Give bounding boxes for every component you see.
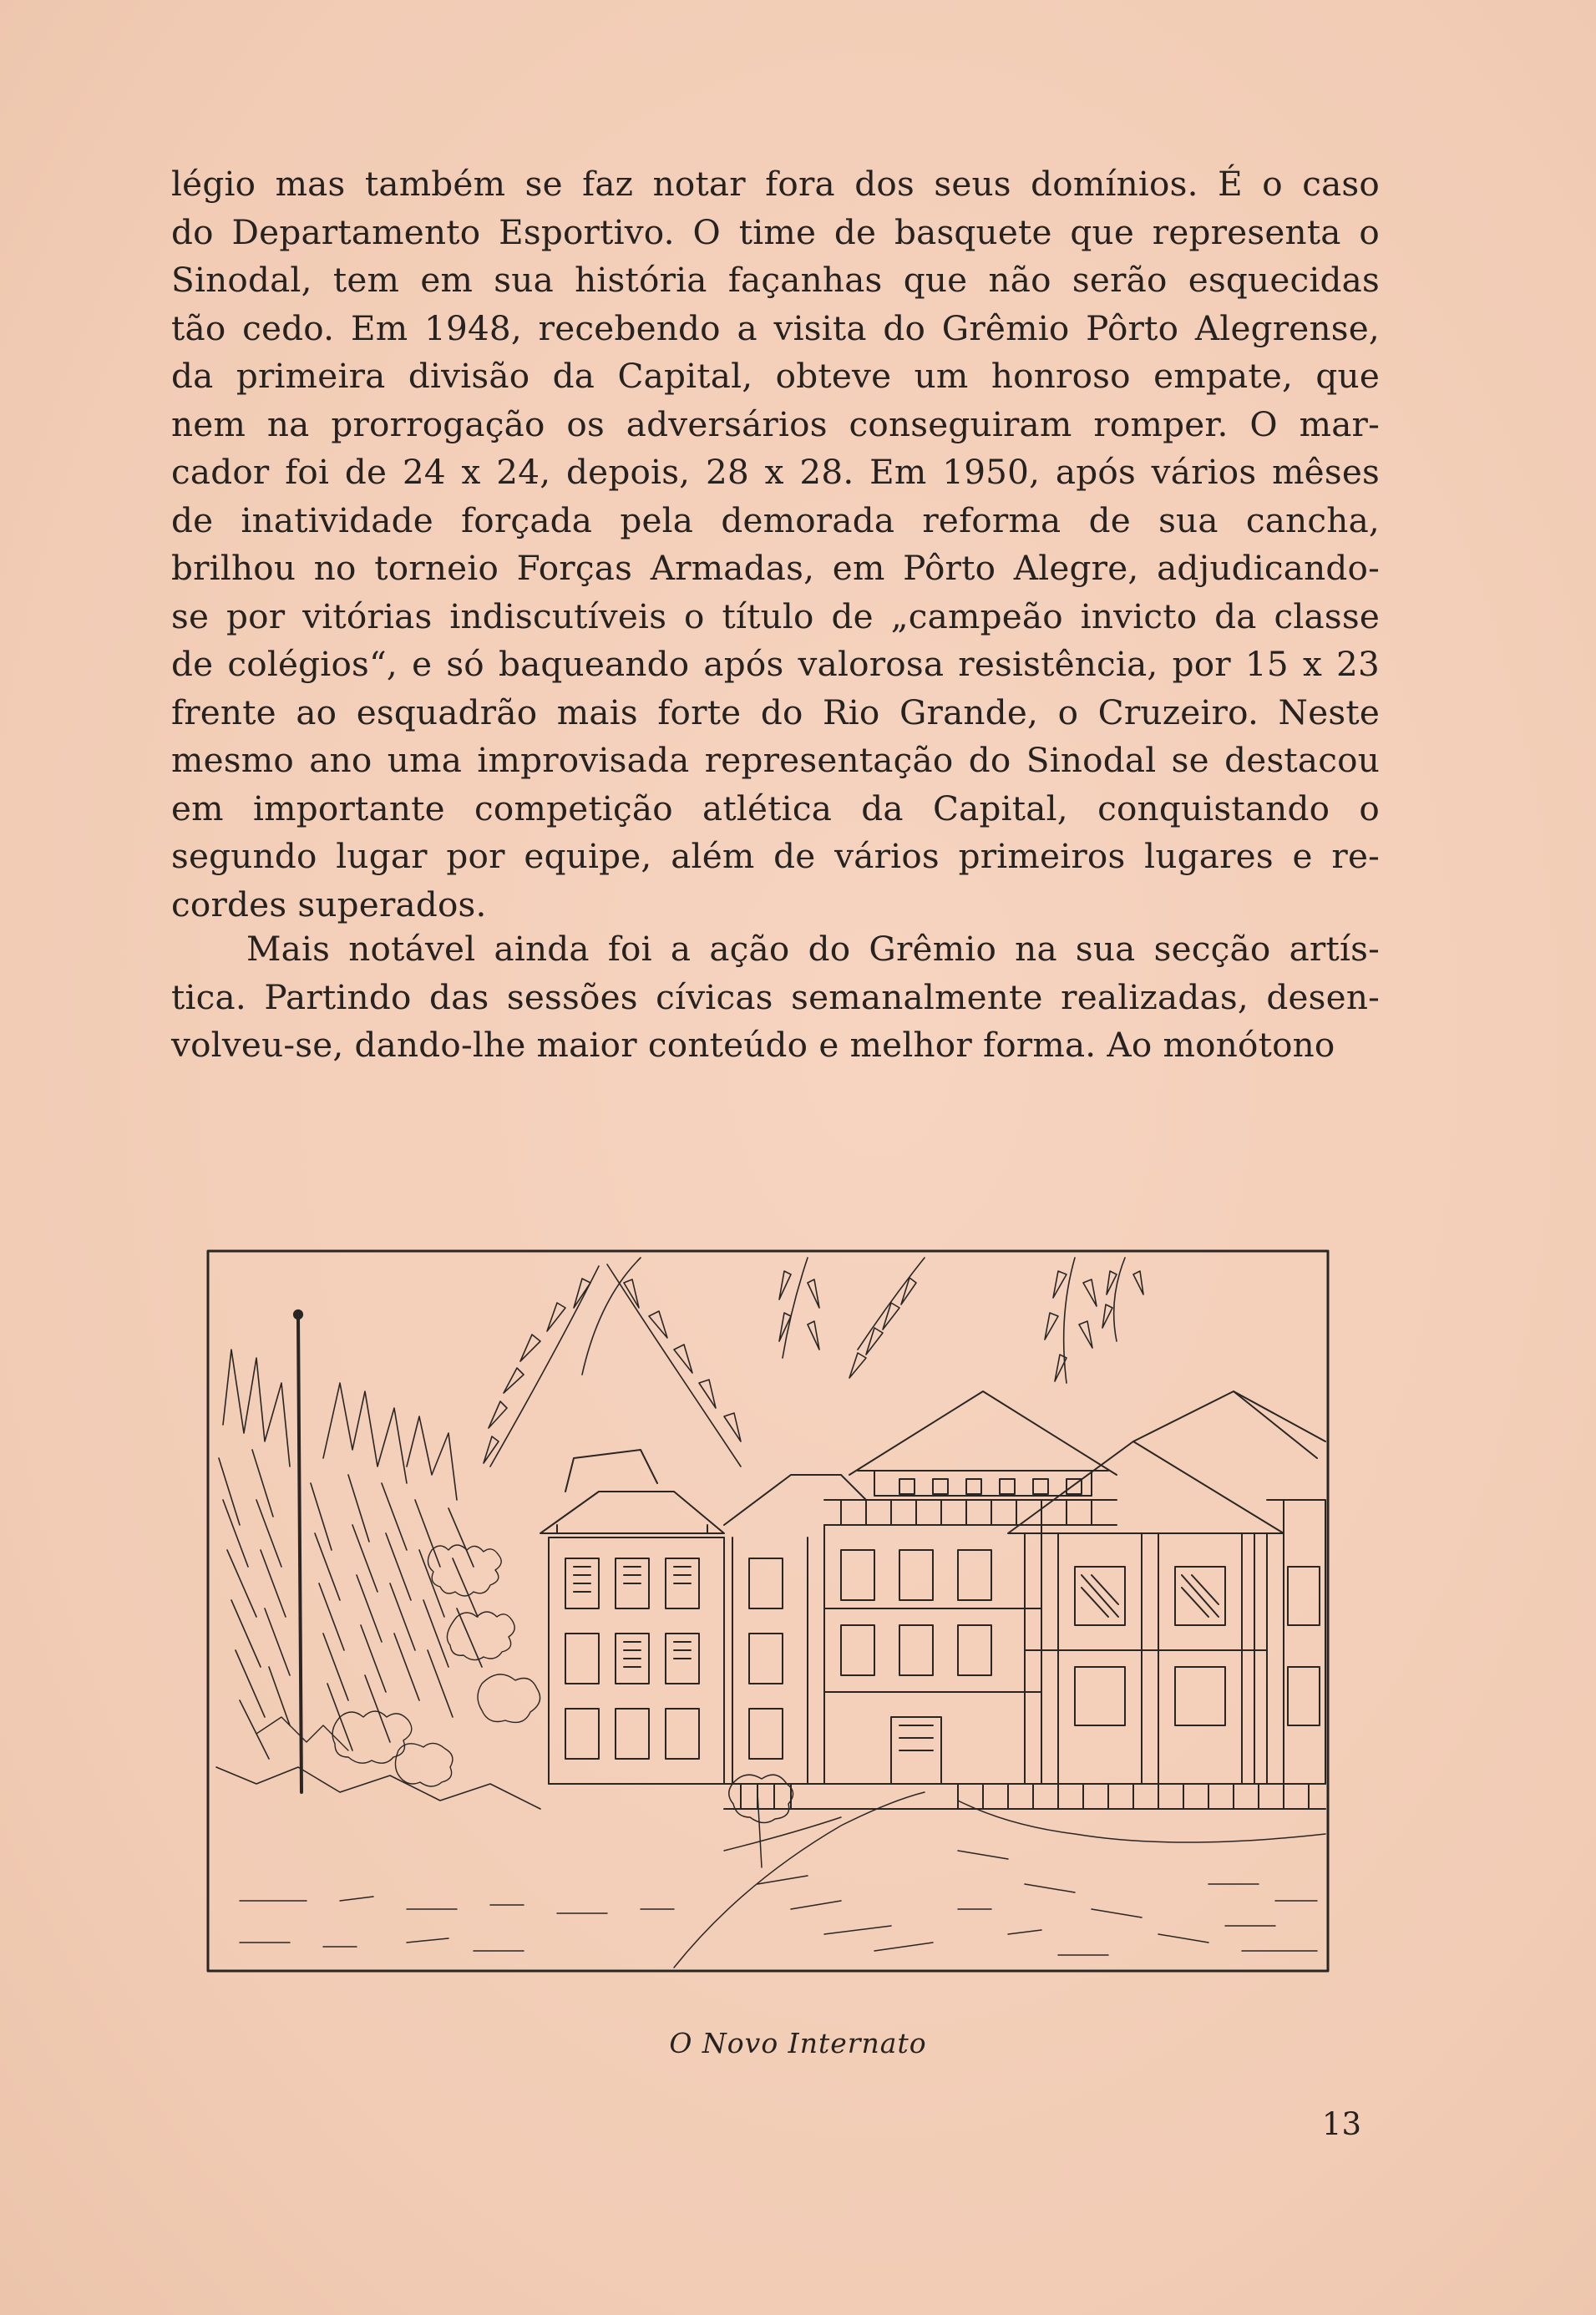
text-line: de inatividade forçada pela demorada reforma de sua cancha, [171, 499, 1380, 540]
text-line: cador foi de 24 x 24, depois, 28 x 28. Em 1950, após vários mêses [171, 452, 1380, 492]
text-line: légio mas também se faz notar fora dos seus domínios. É o caso [171, 164, 1380, 204]
text-line: tão cedo. Em 1948, recebendo a visita do Grêmio Pôrto Alegrense, [171, 307, 1380, 348]
text-line: Sinodal, tem em sua história façanhas que não serão esquecidas [171, 260, 1380, 300]
text-line: brilhou no torneio Forças Armadas, em Pôrto Alegre, adjudicando- [171, 548, 1380, 588]
text-line: mesmo ano uma improvisada representação do Sinodal se destacou [171, 740, 1380, 780]
text-line: frente ao esquadrão mais forte do Rio Grande, o Cruzeiro. Neste [171, 691, 1380, 732]
text-line: volveu-se, dando-lhe maior conteúdo e melhor forma. Ao monótono [171, 1025, 1335, 1065]
text-line: de colégios“, e só baqueando após valorosa resistência, por 15 x 23 [171, 644, 1380, 684]
paragraph-2 [171, 925, 1380, 1070]
text-line: da primeira divisão da Capital, obteve um honroso empate, que [171, 356, 1380, 396]
text-line: em importante competição atlética da Capital, conquistando o [171, 788, 1380, 828]
paragraph-1 [171, 160, 1380, 929]
building-illustration [206, 1249, 1330, 1973]
text-line: nem na prorrogação os adversários conseguiram romper. O mar- [171, 403, 1380, 444]
page-number: 13 [1321, 2106, 1361, 2142]
text-line: Mais notável ainda foi a ação do Grêmio na sua secção artís- [246, 929, 1380, 969]
text-line: cordes superados. [171, 884, 487, 924]
illustration-caption: O Novo Internato [669, 2027, 927, 2059]
text-line: do Departamento Esportivo. O time de basquete que representa o [171, 211, 1380, 252]
text-line: tica. Partindo das sessões cívicas semanalmente realizadas, desen- [171, 976, 1380, 1017]
text-line: se por vitórias indiscutíveis o título de „campeão invicto da classe [171, 595, 1380, 636]
text-line: segundo lugar por equipe, além de vários primeiros lugares e re- [171, 836, 1380, 876]
